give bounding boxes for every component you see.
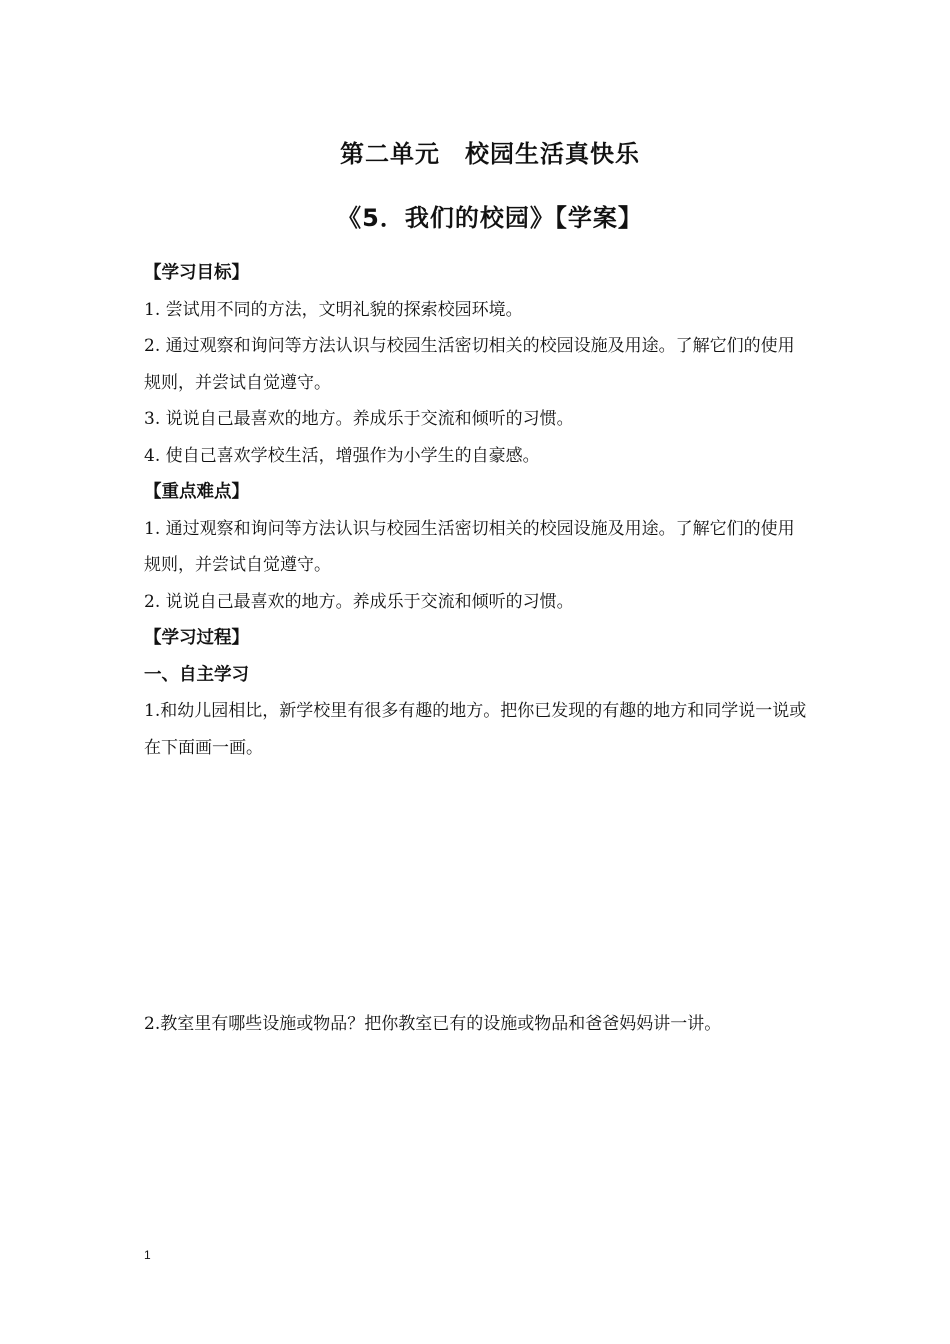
key-points-heading: 【重点难点】	[144, 482, 249, 502]
page-number: 1	[144, 1248, 151, 1262]
process-heading: 【学习过程】	[144, 628, 249, 648]
objective-item-1: 1. 尝试用不同的方法，文明礼貌的探索校园环境。	[144, 299, 523, 320]
question-2: 2.教室里有哪些设施或物品？把你教室已有的设施或物品和爸爸妈妈讲一讲。	[144, 1014, 722, 1034]
objective-item-3: 3. 说说自己最喜欢的地方。养成乐于交流和倾听的习惯。	[144, 409, 574, 429]
key-point-item-1: 1. 通过观察和询问等方法认识与校园生活密切相关的校园设施及用途。了解它们的使用规则，并尝试自觉遵守。	[144, 518, 795, 575]
drawing-area	[144, 766, 809, 1006]
self-study-heading: 一、自主学习	[144, 664, 249, 685]
key-point-item-2: 2. 说说自己最喜欢的地方。养成乐于交流和倾听的习惯。	[144, 591, 574, 612]
unit-title: 第二单元 校园生活真快乐	[340, 140, 640, 168]
objective-item-4: 4. 使自己喜欢学校生活，增强作为小学生的自豪感。	[144, 445, 540, 466]
objective-item-2: 2. 通过观察和询问等方法认识与校园生活密切相关的校园设施及用途。了解它们的使用规则，并尝试自觉遵守。	[144, 336, 795, 393]
document-body	[144, 255, 809, 1043]
question-1: 1.和幼儿园相比，新学校里有很多有趣的地方。把你已发现的有趣的地方和同学说一说或在下面画一画。	[144, 701, 807, 758]
lesson-title: 《5．我们的校园》【学案】	[337, 204, 643, 232]
objectives-heading: 【学习目标】	[144, 263, 249, 283]
